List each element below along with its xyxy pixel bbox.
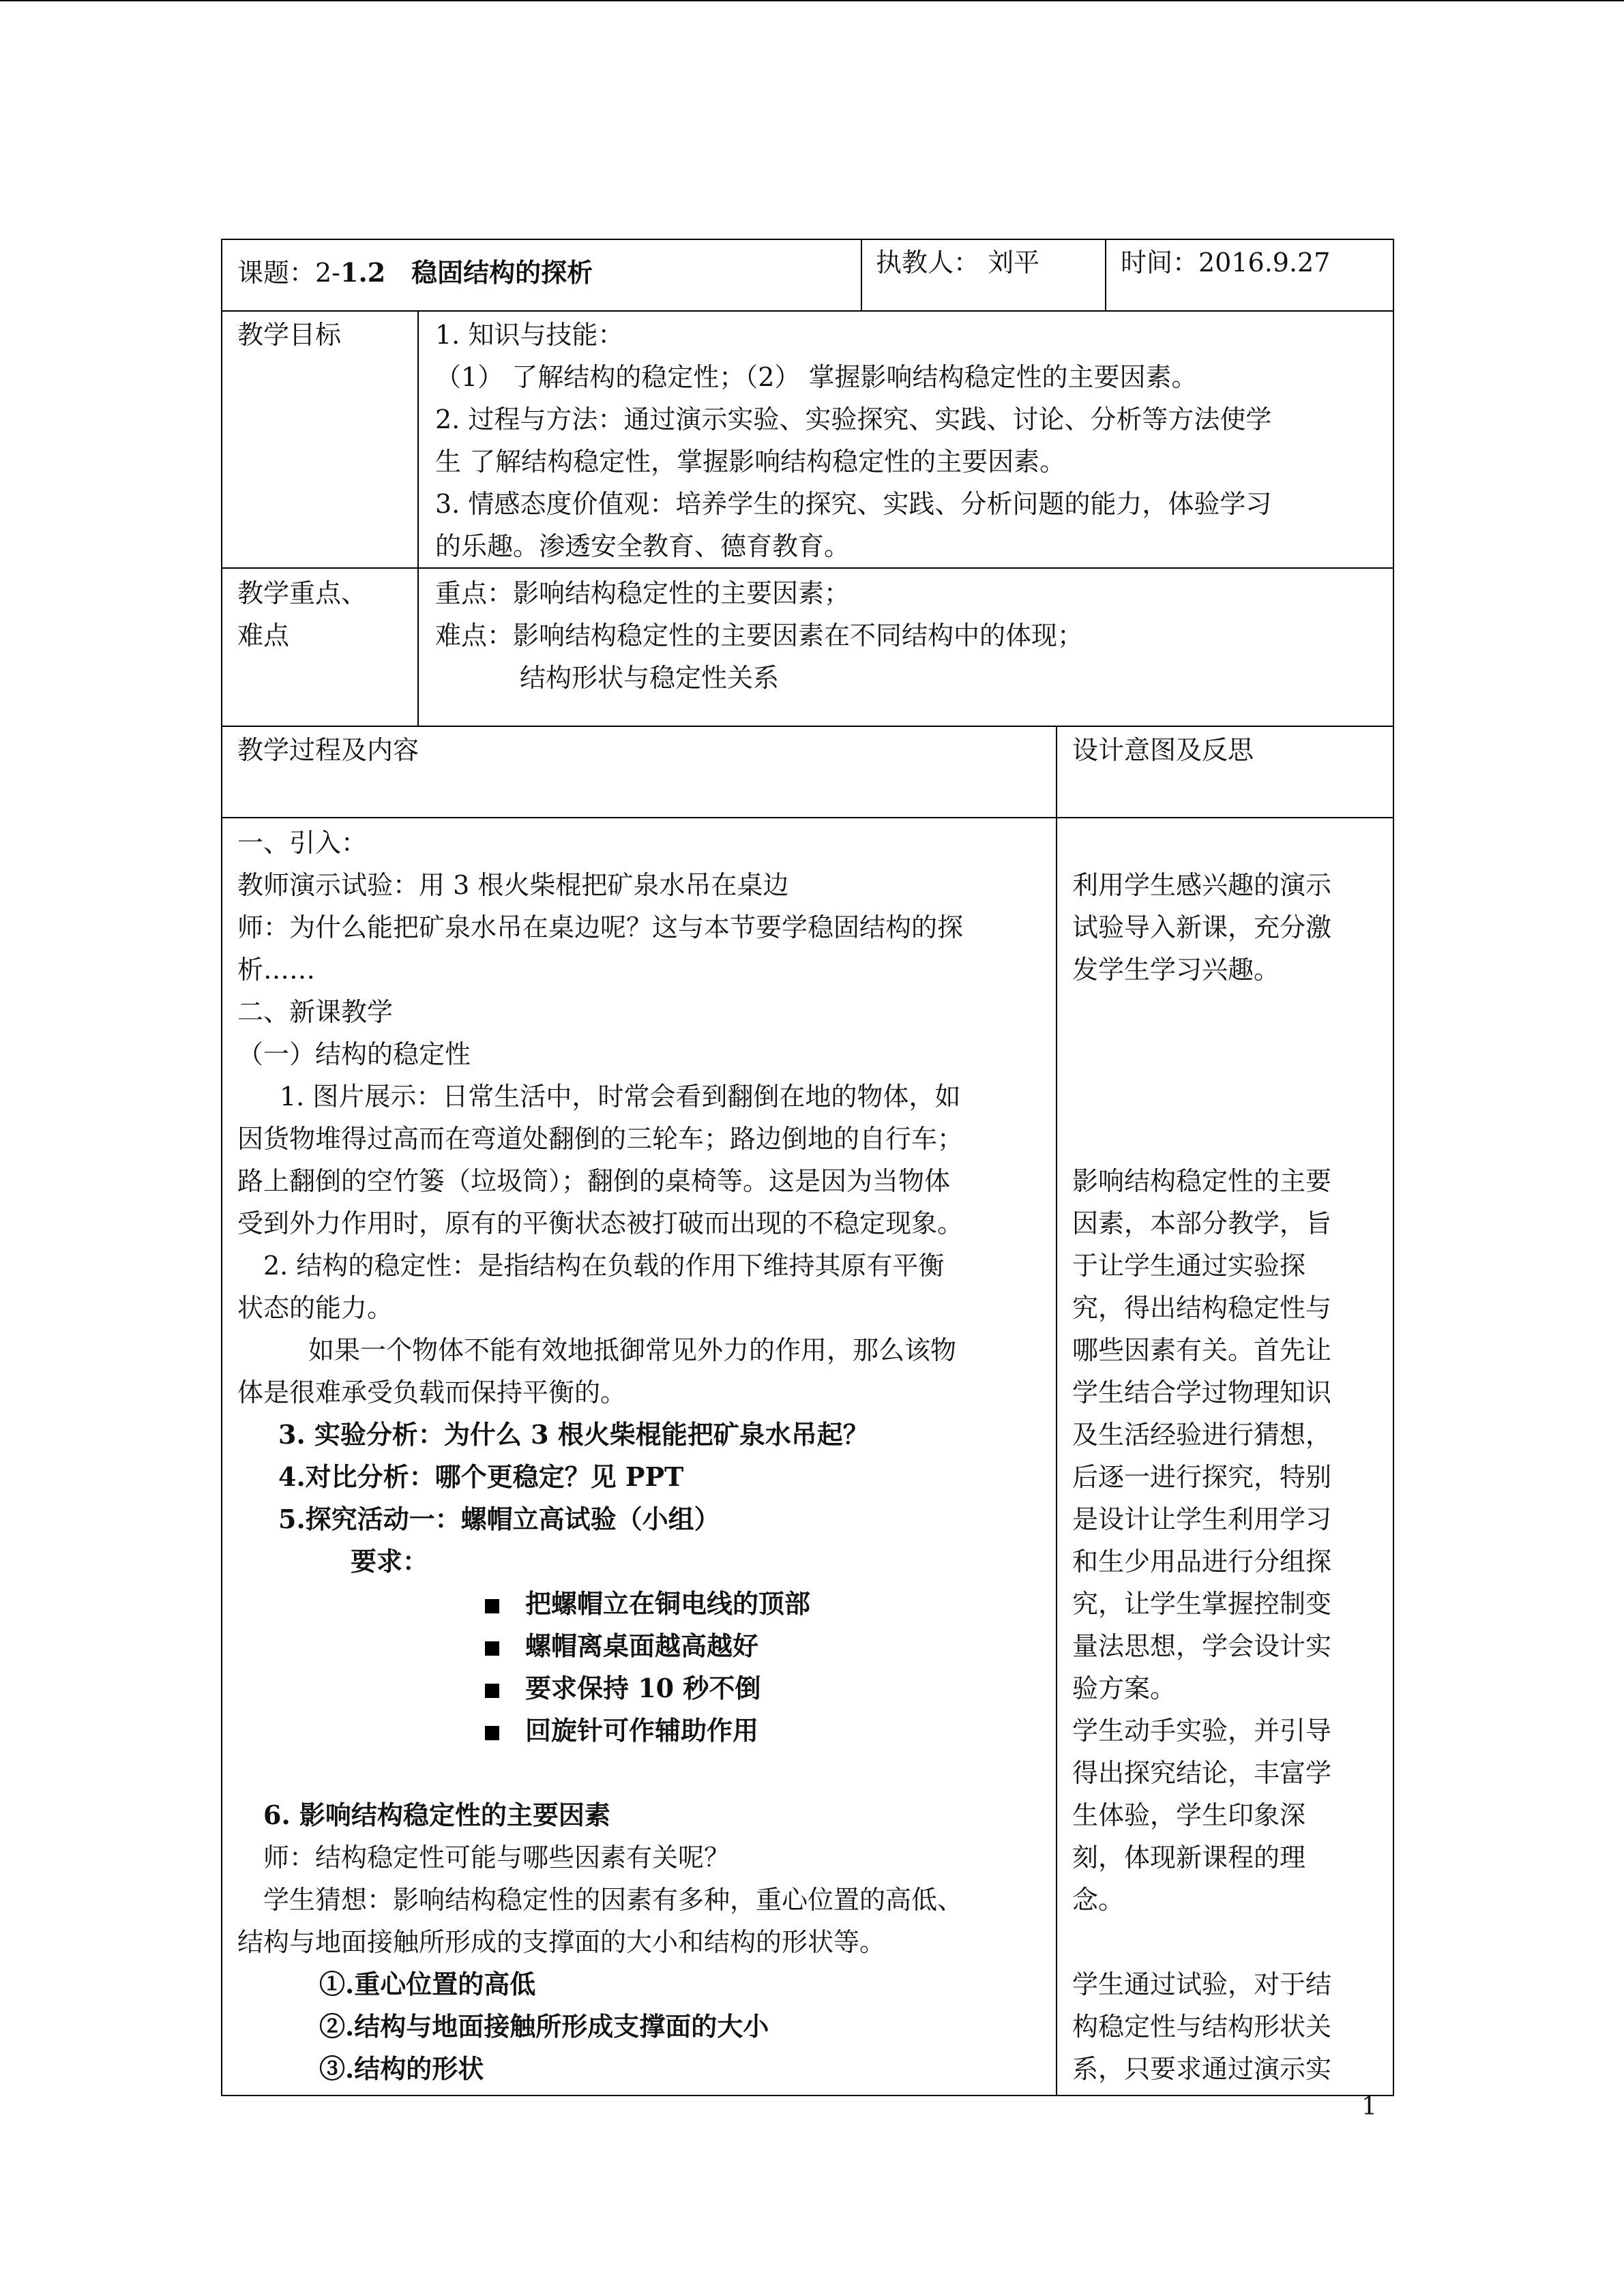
process-line: 要求：: [351, 1546, 429, 1577]
process-line: 师：结构稳定性可能与哪些因素有关呢？: [263, 1843, 730, 1873]
design-line: 和生少用品进行分组探: [1072, 1547, 1332, 1577]
design-line: 构稳定性与结构形状关: [1072, 2012, 1332, 2042]
process-line: 5.探究活动一：螺帽立高试验（小组）: [278, 1504, 720, 1534]
design-line: 学生结合学过物理知识: [1072, 1377, 1332, 1407]
keypoints-label: 教学重点、: [237, 578, 368, 608]
process-line: 1. 图片展示：日常生活中，时常会看到翻倒在地的物体，如: [280, 1082, 961, 1112]
page-top-border: [0, 0, 1624, 1]
process-header: 教学过程及内容: [237, 735, 419, 765]
design-line: 学生动手实验，并引导: [1072, 1716, 1332, 1746]
keypoint-line: 难点：影响结构稳定性的主要因素在不同结构中的体现；: [435, 621, 1084, 651]
process-line: 如果一个物体不能有效地抵御常见外力的作用，那么该物: [308, 1335, 957, 1365]
design-line: 因素，本部分教学，旨: [1072, 1208, 1332, 1238]
bullet-item: 回旋针可作辅助作用: [485, 1714, 758, 1748]
teacher-name: 执教人： 刘平: [876, 248, 1040, 278]
goal-line: 的乐趣。渗透安全教育、德育教育。: [435, 531, 851, 561]
design-line: 念。: [1072, 1885, 1125, 1915]
design-line: 量法思想，学会设计实: [1072, 1631, 1332, 1661]
square-bullet-icon: [485, 1726, 499, 1740]
design-line: 得出探究结论，丰富学: [1072, 1758, 1332, 1788]
factor-item: ③.结构的形状: [319, 2053, 484, 2084]
row-divider: [221, 726, 1394, 727]
process-line: 6. 影响结构稳定性的主要因素: [263, 1800, 610, 1830]
row-divider: [221, 310, 1394, 312]
design-line: 后逐一进行探究，特别: [1072, 1462, 1332, 1492]
process-line: 3. 实验分析：为什么 3 根火柴棍能把矿泉水吊起？: [278, 1419, 869, 1450]
keypoint-line: 重点：影响结构稳定性的主要因素；: [435, 578, 851, 608]
goals-label: 教学目标: [237, 320, 342, 350]
row-divider: [221, 817, 1394, 818]
square-bullet-icon: [485, 1599, 499, 1613]
factor-item: ②.结构与地面接触所形成支撑面的大小: [319, 2011, 769, 2042]
table-border-bottom: [221, 2095, 1394, 2096]
design-line: 影响结构稳定性的主要: [1072, 1166, 1332, 1196]
process-line: 一、引入：: [237, 828, 368, 858]
row-divider: [221, 567, 1394, 569]
keypoints-label: 难点: [237, 621, 290, 651]
design-line: 验方案。: [1072, 1673, 1177, 1703]
design-line: 学生通过试验，对于结: [1072, 1969, 1332, 1999]
process-line: 路上翻倒的空竹篓（垃圾筒）；翻倒的桌椅等。这是因为当物体: [237, 1166, 951, 1196]
design-line: 系，只要求通过演示实: [1072, 2054, 1332, 2084]
design-line: 发学生学习兴趣。: [1072, 955, 1280, 985]
process-line: 4.对比分析：哪个更稳定？见 PPT: [278, 1461, 684, 1492]
design-line: 及生活经验进行猜想，: [1072, 1420, 1332, 1450]
lesson-time: 时间：2016.9.27: [1121, 248, 1331, 278]
table-border-left: [221, 239, 222, 2096]
bullet-item: 要求保持 10 秒不倒: [485, 1671, 761, 1705]
process-line: 二、新课教学: [237, 997, 394, 1027]
process-line: 结构与地面接触所形成的支撑面的大小和结构的形状等。: [237, 1927, 886, 1957]
goal-line: 1. 知识与技能：: [435, 320, 624, 350]
goal-line: 2. 过程与方法：通过演示实验、实验探究、实践、讨论、分析等方法使学: [435, 404, 1272, 434]
design-line: 究，让学生掌握控制变: [1072, 1589, 1332, 1619]
col-divider: [1105, 239, 1106, 312]
process-line: 受到外力作用时，原有的平衡状态被打破而出现的不稳定现象。: [237, 1208, 964, 1238]
bullet-item: 把螺帽立在铜电线的顶部: [485, 1587, 810, 1621]
design-line: 是设计让学生利用学习: [1072, 1504, 1332, 1534]
design-header: 设计意图及反思: [1072, 735, 1254, 765]
lesson-topic: 课题：2-1.2 稳固结构的探析: [237, 257, 593, 288]
process-line: 教师演示试验：用 3 根火柴棍把矿泉水吊在桌边: [237, 870, 789, 900]
design-line: 利用学生感兴趣的演示: [1072, 870, 1332, 900]
goal-line: 生 了解结构稳定性，掌握影响结构稳定性的主要因素。: [435, 447, 1066, 477]
design-line: 究，得出结构稳定性与: [1072, 1293, 1332, 1323]
keypoint-line: 结构形状与稳定性关系: [520, 663, 780, 693]
goal-line: （1） 了解结构的稳定性；（2） 掌握影响结构稳定性的主要因素。: [435, 362, 1198, 392]
design-line: 生体验，学生印象深: [1072, 1800, 1306, 1830]
page-number: 1: [1361, 2093, 1377, 2121]
process-line: 体是很难承受负载而保持平衡的。: [237, 1377, 627, 1407]
col-divider: [417, 310, 419, 727]
square-bullet-icon: [485, 1641, 499, 1656]
process-line: 师：为什么能把矿泉水吊在桌边呢？这与本节要学稳固结构的探: [237, 912, 964, 942]
col-divider: [861, 239, 862, 312]
bullet-item: 螺帽离桌面越高越好: [485, 1629, 758, 1663]
process-line: 状态的能力。: [237, 1293, 394, 1323]
col-divider: [1056, 726, 1057, 2096]
process-line: 析……: [237, 955, 316, 985]
design-line: 试验导入新课，充分激: [1072, 912, 1332, 942]
table-border-right: [1393, 239, 1394, 2096]
process-line: 2. 结构的稳定性：是指结构在负载的作用下维持其原有平衡: [263, 1251, 945, 1281]
process-line: 学生猜想：影响结构稳定性的因素有多种，重心位置的高低、: [263, 1885, 964, 1915]
design-line: 于让学生通过实验探: [1072, 1251, 1306, 1281]
square-bullet-icon: [485, 1684, 499, 1698]
design-line: 刻，体现新课程的理: [1072, 1843, 1306, 1873]
factor-item: ①.重心位置的高低: [319, 1969, 536, 1999]
process-line: （一）结构的稳定性: [237, 1039, 471, 1069]
table-border-top: [221, 239, 1394, 240]
design-line: 哪些因素有关。首先让: [1072, 1335, 1332, 1365]
process-line: 因货物堆得过高而在弯道处翻倒的三轮车；路边倒地的自行车；: [237, 1124, 964, 1154]
goal-line: 3. 情感态度价值观：培养学生的探究、实践、分析问题的能力，体验学习: [435, 489, 1272, 519]
